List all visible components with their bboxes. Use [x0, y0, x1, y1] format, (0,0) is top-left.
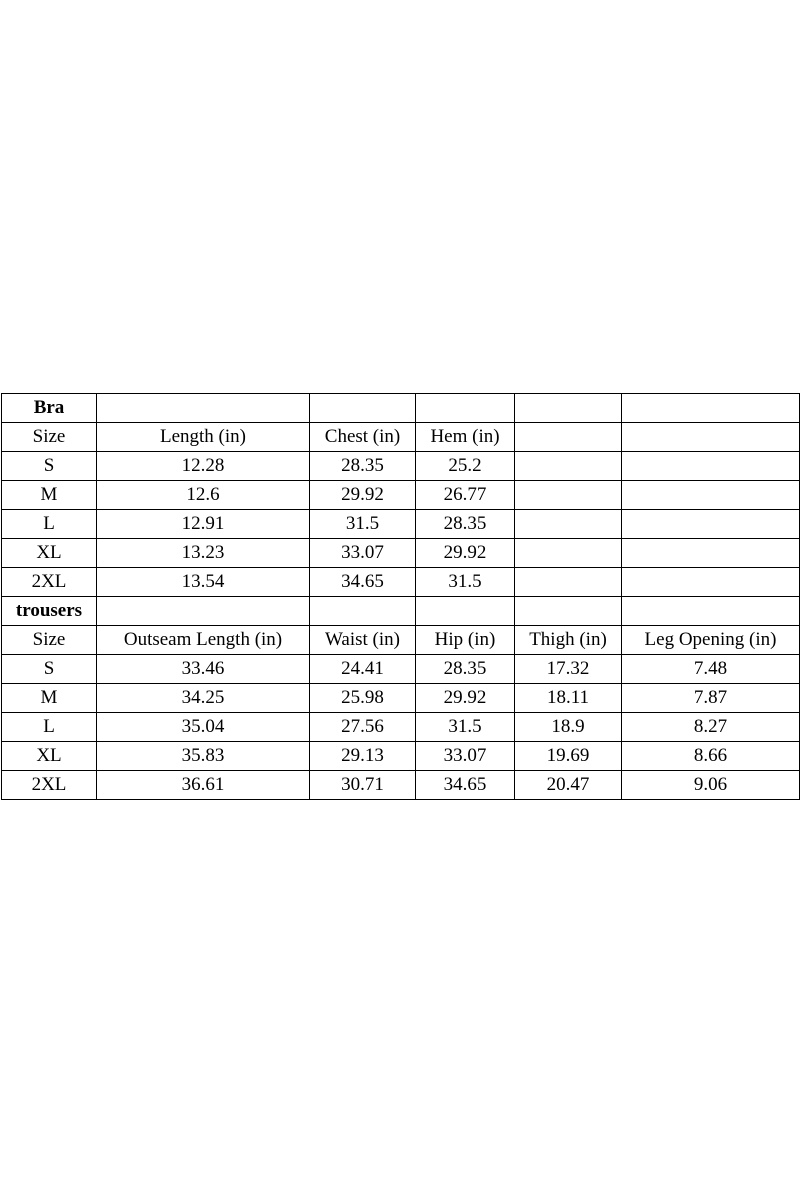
- trousers-size-cell: 2XL: [2, 771, 97, 800]
- trousers-value-cell: 34.25: [97, 684, 310, 713]
- bra-value-cell: [515, 481, 622, 510]
- trousers-value-cell: 34.65: [416, 771, 515, 800]
- empty-cell: [97, 394, 310, 423]
- trousers-value-cell: 8.66: [622, 742, 800, 771]
- bra-value-cell: 13.54: [97, 568, 310, 597]
- trousers-size-cell: M: [2, 684, 97, 713]
- trousers-size-cell: S: [2, 655, 97, 684]
- trousers-table-row: [2, 713, 800, 742]
- bra-header-row: [2, 423, 800, 452]
- bra-value-cell: [622, 481, 800, 510]
- trousers-size-cell: XL: [2, 742, 97, 771]
- trousers-column-header: Leg Opening (in): [622, 626, 800, 655]
- trousers-value-cell: 35.04: [97, 713, 310, 742]
- bra-value-cell: [515, 568, 622, 597]
- bra-table-row: [2, 510, 800, 539]
- bra-value-cell: [515, 510, 622, 539]
- trousers-value-cell: 7.48: [622, 655, 800, 684]
- bra-size-cell: XL: [2, 539, 97, 568]
- bra-column-header: Chest (in): [310, 423, 416, 452]
- bra-size-cell: S: [2, 452, 97, 481]
- trousers-section-title: trousers: [2, 597, 97, 626]
- trousers-table-row: [2, 742, 800, 771]
- bra-table-row: [2, 539, 800, 568]
- bra-table-row: [2, 568, 800, 597]
- trousers-value-cell: 29.13: [310, 742, 416, 771]
- empty-cell: [310, 597, 416, 626]
- bra-value-cell: [622, 568, 800, 597]
- trousers-value-cell: 33.46: [97, 655, 310, 684]
- bra-value-cell: 28.35: [310, 452, 416, 481]
- trousers-column-header: Outseam Length (in): [97, 626, 310, 655]
- trousers-title-row: [2, 597, 800, 626]
- trousers-value-cell: 35.83: [97, 742, 310, 771]
- trousers-value-cell: 7.87: [622, 684, 800, 713]
- trousers-column-header: Thigh (in): [515, 626, 622, 655]
- trousers-value-cell: 8.27: [622, 713, 800, 742]
- trousers-value-cell: 18.9: [515, 713, 622, 742]
- bra-value-cell: 34.65: [310, 568, 416, 597]
- bra-section-title: Bra: [2, 394, 97, 423]
- bra-table-row: [2, 481, 800, 510]
- trousers-value-cell: 19.69: [515, 742, 622, 771]
- bra-value-cell: 31.5: [416, 568, 515, 597]
- trousers-table-row: [2, 655, 800, 684]
- bra-value-cell: 13.23: [97, 539, 310, 568]
- bra-column-header: Size: [2, 423, 97, 452]
- trousers-value-cell: 36.61: [97, 771, 310, 800]
- trousers-value-cell: 9.06: [622, 771, 800, 800]
- trousers-value-cell: 33.07: [416, 742, 515, 771]
- empty-cell: [622, 597, 800, 626]
- bra-column-header: [622, 423, 800, 452]
- trousers-header-row: [2, 626, 800, 655]
- size-chart-body: [2, 394, 800, 800]
- bra-value-cell: 33.07: [310, 539, 416, 568]
- trousers-value-cell: 25.98: [310, 684, 416, 713]
- bra-value-cell: 25.2: [416, 452, 515, 481]
- trousers-value-cell: 20.47: [515, 771, 622, 800]
- bra-title-row: [2, 394, 800, 423]
- bra-value-cell: 12.91: [97, 510, 310, 539]
- bra-value-cell: 29.92: [416, 539, 515, 568]
- bra-value-cell: [515, 452, 622, 481]
- empty-cell: [416, 394, 515, 423]
- bra-value-cell: 12.28: [97, 452, 310, 481]
- trousers-column-header: Hip (in): [416, 626, 515, 655]
- bra-column-header: Hem (in): [416, 423, 515, 452]
- trousers-value-cell: 28.35: [416, 655, 515, 684]
- trousers-table-row: [2, 684, 800, 713]
- trousers-table-row: [2, 771, 800, 800]
- bra-column-header: Length (in): [97, 423, 310, 452]
- empty-cell: [622, 394, 800, 423]
- trousers-value-cell: 27.56: [310, 713, 416, 742]
- empty-cell: [310, 394, 416, 423]
- bra-value-cell: 29.92: [310, 481, 416, 510]
- bra-value-cell: 12.6: [97, 481, 310, 510]
- trousers-value-cell: 31.5: [416, 713, 515, 742]
- trousers-column-header: Waist (in): [310, 626, 416, 655]
- bra-column-header: [515, 423, 622, 452]
- bra-value-cell: 31.5: [310, 510, 416, 539]
- bra-size-cell: 2XL: [2, 568, 97, 597]
- trousers-column-header: Size: [2, 626, 97, 655]
- trousers-value-cell: 29.92: [416, 684, 515, 713]
- bra-value-cell: 28.35: [416, 510, 515, 539]
- trousers-value-cell: 18.11: [515, 684, 622, 713]
- bra-size-cell: M: [2, 481, 97, 510]
- bra-value-cell: [622, 510, 800, 539]
- bra-value-cell: 26.77: [416, 481, 515, 510]
- size-chart-table: [1, 393, 800, 800]
- bra-value-cell: [515, 539, 622, 568]
- empty-cell: [97, 597, 310, 626]
- bra-value-cell: [622, 539, 800, 568]
- trousers-value-cell: 24.41: [310, 655, 416, 684]
- trousers-value-cell: 17.32: [515, 655, 622, 684]
- bra-value-cell: [622, 452, 800, 481]
- empty-cell: [515, 394, 622, 423]
- bra-size-cell: L: [2, 510, 97, 539]
- trousers-size-cell: L: [2, 713, 97, 742]
- trousers-value-cell: 30.71: [310, 771, 416, 800]
- empty-cell: [515, 597, 622, 626]
- bra-table-row: [2, 452, 800, 481]
- empty-cell: [416, 597, 515, 626]
